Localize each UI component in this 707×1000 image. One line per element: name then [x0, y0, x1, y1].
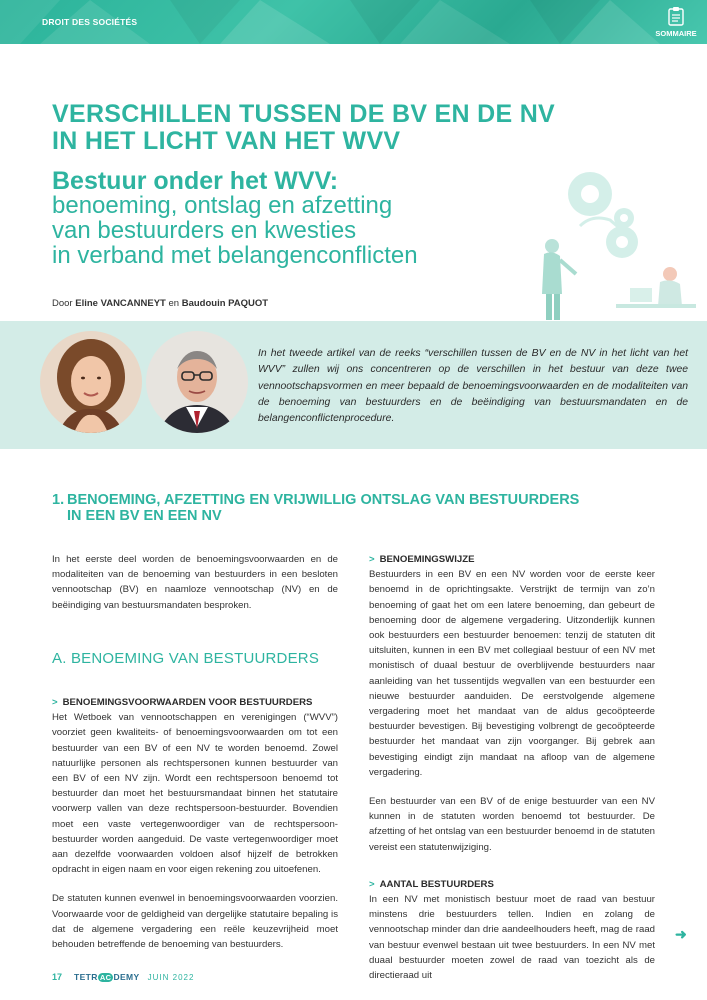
next-page-arrow-icon[interactable]: ➜	[675, 926, 687, 942]
sommaire-label: SOMMAIRE	[655, 29, 697, 38]
heading-aantal-text: AANTAL BESTUURDERS	[379, 878, 494, 890]
byline-joiner: en	[168, 298, 180, 309]
subtitle-line2: van bestuurders en kwesties	[52, 217, 357, 244]
heading-benoemingswijze	[369, 552, 655, 567]
section-heading-line1: BENOEMING, AFZETTING EN VRIJWILLIG ONTSLAG VAN BESTUURDERS	[67, 492, 580, 508]
right-paragraph-1: Bestuurders in een BV en een NV worden voor de eerste keer benoemd in de oprichtingsakte. Verstrijkt de termijn van zo’n benoeming of gaat het om een latere benoeming, dan gebeurt de benoeming door de algemene vergadering. Uitzonderlijk kunnen ook bestuurders een bestuurder benoemen: tenzij de statuten dit uitsluiten, kunnen in een BV met collegiaal bestuur of een NV met monistisch of duaal bestuur de overblijvende bestuurders naar aanleiding van het tussentijds wegvallen van een bestuurder een nieuwe bestuurder aanduiden. De eerstvolgende algemene vergadering moet het mandaat van de aldus gecoöpteerde bestuurder bevestigen. Bij bevestiging volbrengt de gecoöpteerde bestuurder het mandaat van zijn voorganger. Bij gebrek aan bevestiging eindigt zijn mandaat na afloop van de algemene vergadering.	[369, 569, 655, 778]
author-1: Eline VANCANNEYT	[75, 298, 166, 309]
author-photo-2	[146, 331, 248, 433]
subtitle-line1: benoeming, ontslag en afzetting	[52, 192, 393, 219]
article-title	[52, 101, 612, 155]
author-photo-1	[40, 331, 142, 433]
section-label: DROIT DES SOCIÉTÉS	[42, 17, 138, 27]
page-number: 17	[52, 972, 63, 982]
section-heading	[52, 492, 652, 524]
article-title-line1: VERSCHILLEN TUSSEN DE BV EN DE NV	[52, 100, 556, 128]
heading-benoemingsvoorwaarden-text: BENOEMINGSVOORWAARDEN VOOR BESTUURDERS	[62, 697, 313, 708]
byline	[52, 298, 268, 309]
byline-prefix: Door	[52, 298, 73, 309]
subtitle-line3: in verband met belangenconflicten	[52, 242, 418, 269]
subsection-heading-a: A. BENOEMING VAN BESTUURDERS	[52, 650, 320, 667]
subtitle-light	[52, 193, 532, 268]
left-paragraph-1: In het eerste deel worden de benoemingsvoorwaarden en de modaliteiten van de benoeming van bestuurders in een besloten vennootschap (BV) en naamloze vennootschap (NV) en de beëindiging van bestuursmandaten besproken.	[52, 554, 338, 611]
chevron-right-icon: >	[369, 554, 375, 565]
issue-date: JUIN 2022	[147, 972, 195, 982]
tetracademy-logo	[74, 972, 140, 982]
sommaire-button[interactable]	[645, 0, 707, 44]
subtitle-bold: Bestuur onder het WVV:	[52, 167, 339, 195]
section-heading-line2: IN EEN BV EN EEN NV	[67, 508, 222, 524]
author-2: Baudouin PAQUOT	[181, 298, 269, 309]
heading-aantal-bestuurders	[369, 877, 655, 892]
section-number: 1.	[52, 492, 65, 508]
heading-benoemingswijze-text: BENOEMINGSWIJZE	[379, 554, 475, 565]
left-paragraph-3: De statuten kunnen evenwel in benoemingsvoorwaarden voorzien. Voorwaarde voor de geldigheid van dergelijke statutaire bepaling is dat de algemene vergadering een reële keuzevrijheid moet behouden betreffende de benoeming van bestuurders.	[52, 893, 338, 951]
chevron-right-icon: >	[52, 697, 58, 708]
left-paragraph-2: Het Wetboek van vennootschappen en verenigingen (“WVV”) voorziet geen kwaliteits- of benoemingsvoorwaarden om tot een bestuurder van een BV of een NV te worden benoemd. Zowel natuurlijke personen als rechtspersonen kunnen bestuurder van een BV of een NV zijn. Wordt een rechtspersoon benoemd tot bestuurder dan moet het bestuursmandaat binnen het statutaire voorwerp vallen van deze rechtspersoon-bestuurder. Bovendien moet een vaste vertegenwoordiger van de rechtspersoon-bestuurder worden aangeduid. De vaste vertegenwoordiger moet aan dezelfde voorwaarden voldoen alsof hijzelf de betrokken opdracht in eigen naam en voor eigen rekening zou uitoefenen.	[52, 712, 338, 876]
team-illustration	[520, 166, 707, 326]
right-column-body	[369, 552, 655, 983]
header-bar	[0, 0, 707, 44]
heading-benoemingsvoorwaarden	[52, 695, 338, 710]
right-paragraph-2: Een bestuurder van een BV of de enige bestuurder van een NV kunnen in de statuten worden benoemd tot bestuurder. De afzetting of het ontslag van een bestuurder benoemd in de statuten vereist een statutenwijziging.	[369, 796, 655, 853]
intro-text: In het tweede artikel van de reeks “verschillen tussen de BV en de NV in het licht van het WVV” zullen wij ons concentreren op de verschillen in het bestuur van deze twee vennootschapsvormen en meer bepaald de benoemingsvoorwaarden en de modaliteiten van de benoeming van bestuurders en de beëindiging van bestuursmandaten en de belangenconflictenprocedure.	[258, 348, 688, 425]
logo-right: DEMY	[113, 972, 140, 982]
left-column-body	[52, 695, 338, 952]
right-paragraph-3: In een NV met monistisch bestuur moet de raad van bestuur minstens drie bestuurders tellen. Indien en zolang de vennootschap minder dan drie aandeelhouders heeft, mag de raad van bestuur evenwel bestaan uit twee bestuurders. In een NV met duaal bestuurder moeten zowel de raad van toezicht als de directieraad uit	[369, 894, 655, 982]
footer	[52, 967, 194, 987]
logo-left: TETR	[74, 972, 98, 982]
clipboard-icon	[668, 6, 684, 26]
article-title-line2: IN HET LICHT VAN HET WVV	[52, 127, 401, 155]
logo-mid: AC	[99, 973, 112, 982]
chevron-right-icon: >	[369, 878, 375, 890]
